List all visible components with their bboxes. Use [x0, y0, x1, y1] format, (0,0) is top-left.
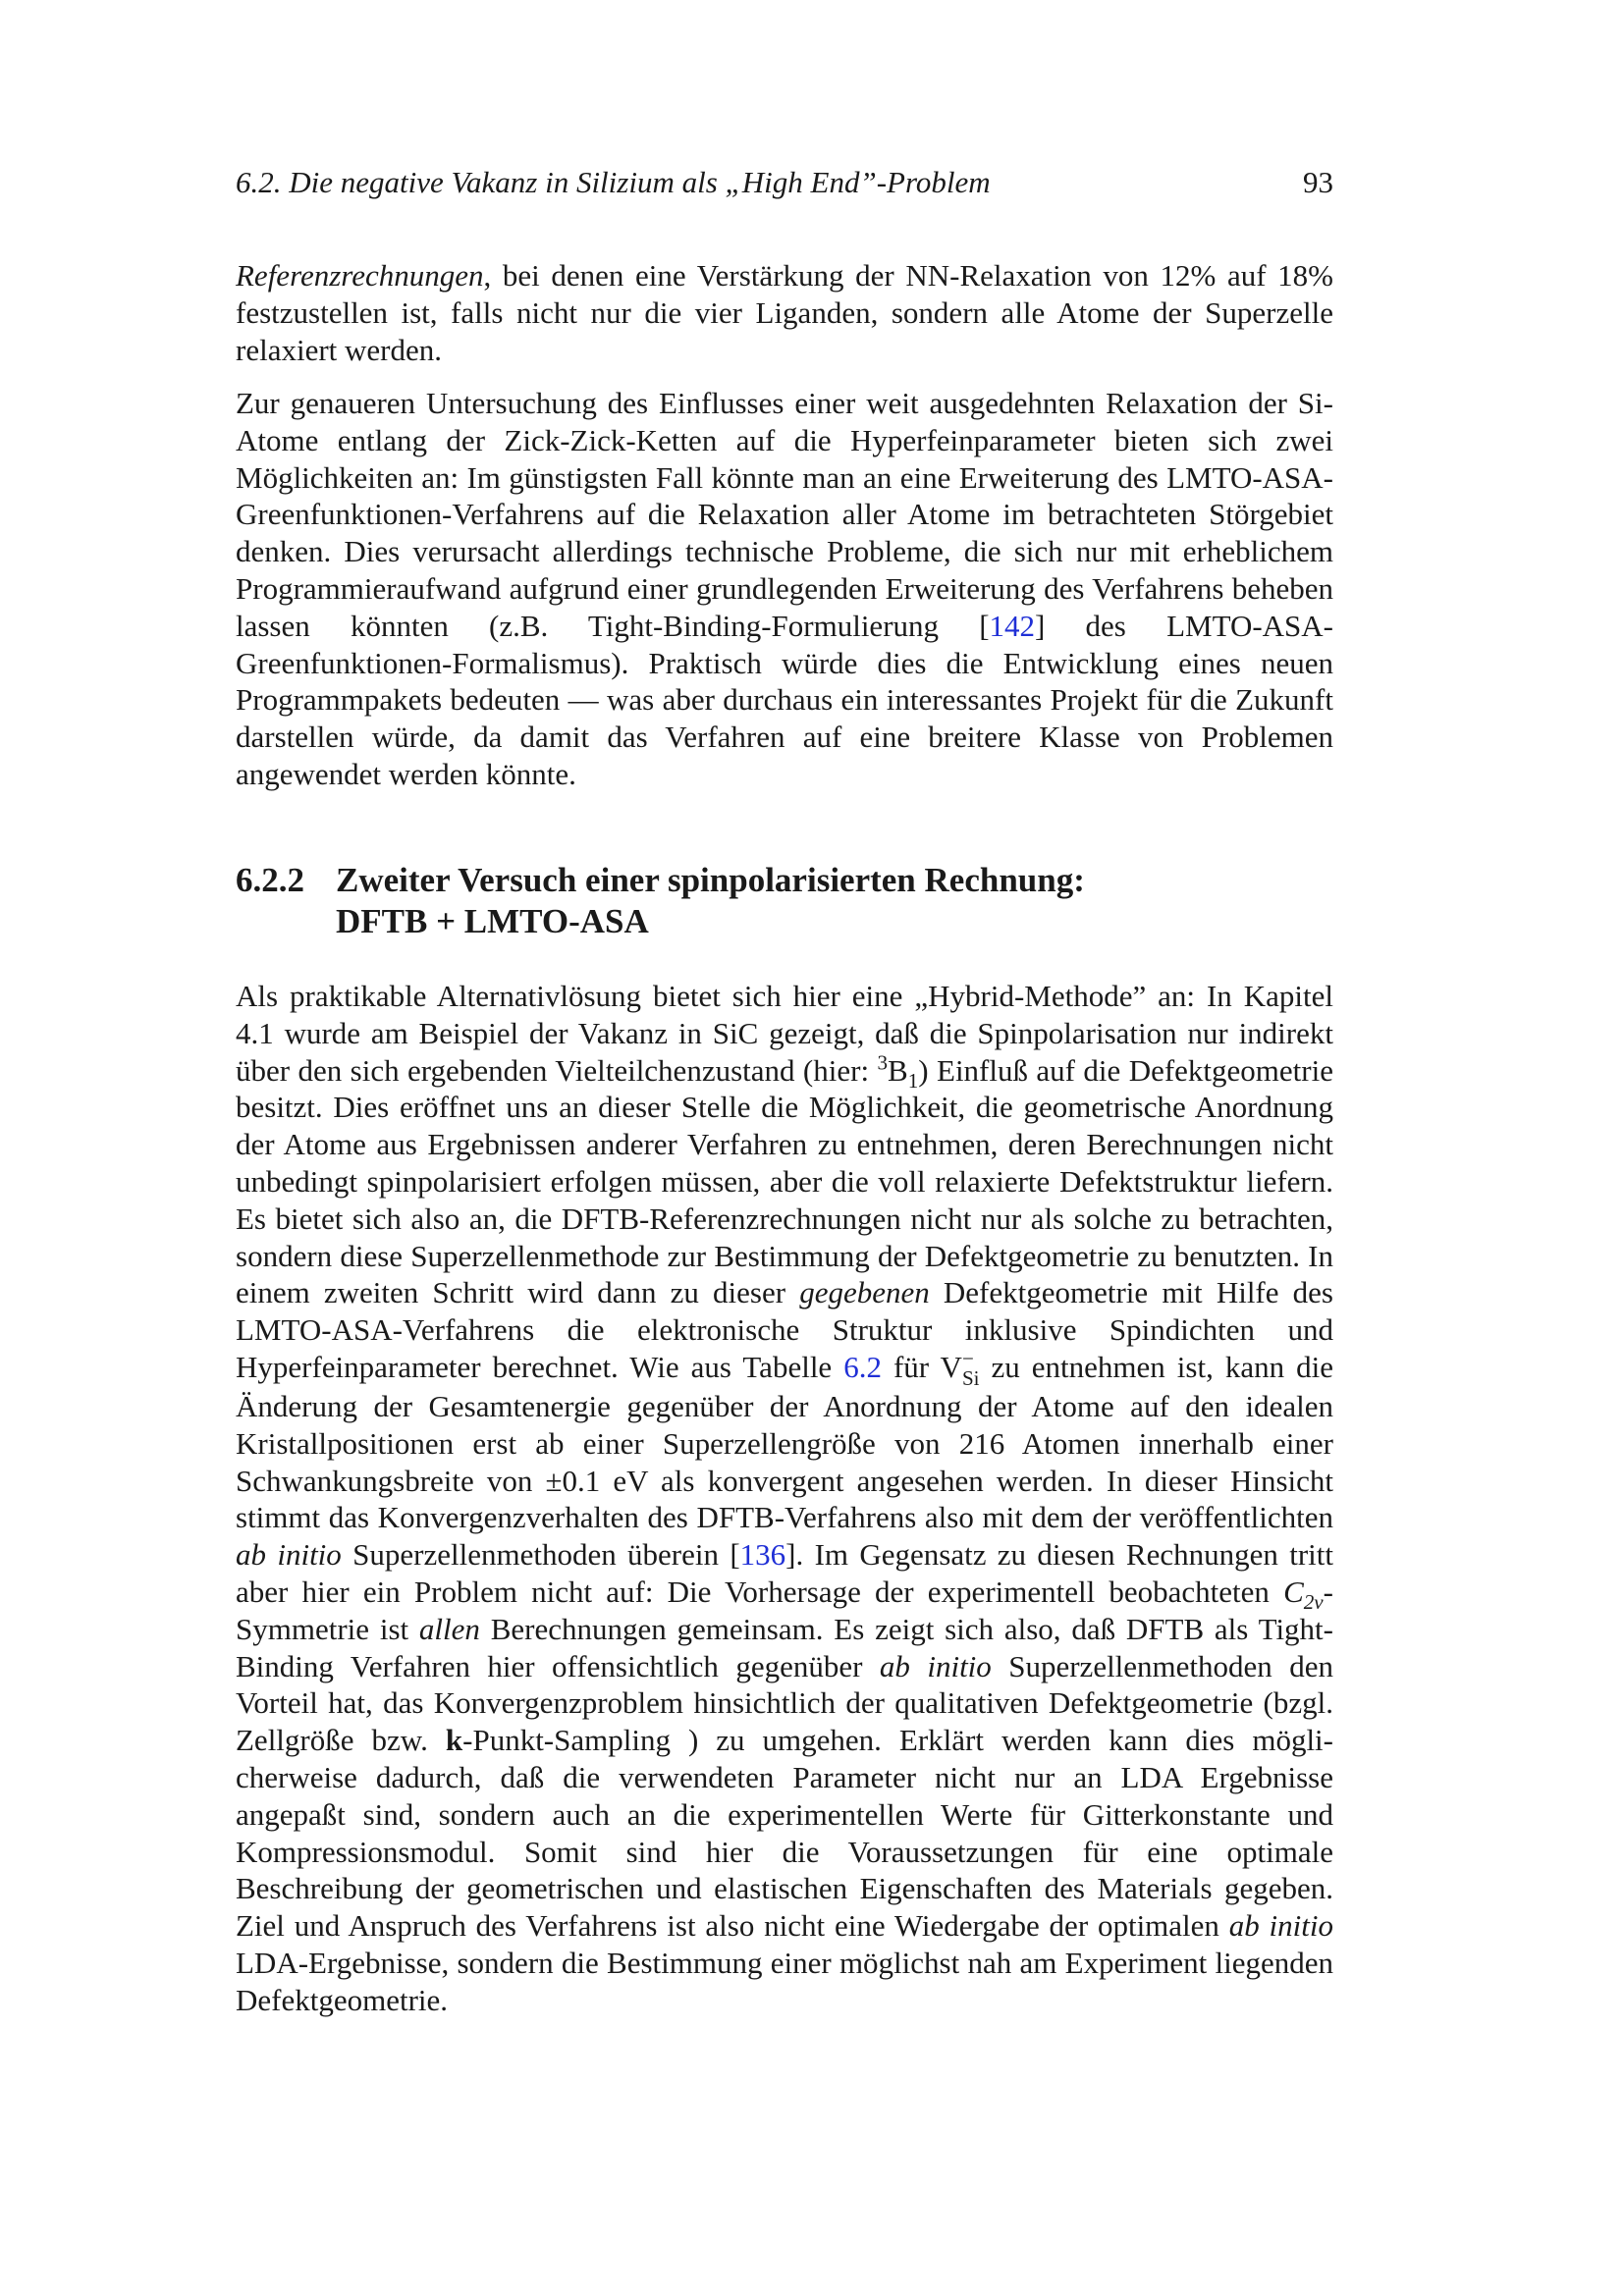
citation-link-136[interactable]: 136 [739, 1537, 786, 1573]
paragraph-text: für V [881, 1350, 962, 1384]
paragraph-text: zu entnehmen ist, kann die Änderung der Gesamtenergie gegenüber der Anordnung der Atome auf den idealen Kristallpositionen erst ab einer Superzellengröße von 216 Atomen innerhalb einer Schwankungsbreite von ±0.1 eV als konvergent angesehen werden. In dieser Hinsicht stimmt das Konvergenzverhalten des DFTB-Verfahrens also mit dem der veröffentlichten [236, 1350, 1333, 1535]
paragraph-1 [236, 257, 1333, 368]
paragraph-text: ]. Im Gegensatz zu diesen Rechnungen tritt aber hier ein Problem nicht auf: Die Vorhersage der experimentell beobachteten [236, 1537, 1334, 1610]
paragraph-text: Berechnungen gemeinsam. Es zeigt sich also, daß DFTB als Tight-Binding Verfahren hier offensichtlich gegenüber [236, 1611, 1333, 1683]
paragraph-text: LDA-Ergebnisse, sondern die Bestimmung einer möglichst nah am Experiment liegenden Defektgeometrie. [236, 1945, 1333, 2017]
state-superscript: 3 [877, 1050, 889, 1075]
paragraph-text: Superzellenmethoden den Vorteil hat, das Konvergenzproblem hinsichtlich der qualitativen Defektgeometrie (bzgl. Zellgröße bzw. [236, 1648, 1333, 1758]
symmetry-subscript: 2v [1303, 1590, 1324, 1615]
table-link-6-2[interactable]: 6.2 [843, 1350, 882, 1384]
vacancy-charge: − [961, 1346, 974, 1370]
paragraph-text: Defektgeometrie mit Hilfe des LMTO-ASA-Verfahrens die elektronische Struktur inklusive Spindichten und Hyperfeinparameter berechnet. Wie aus Tabelle [236, 1275, 1333, 1384]
section-heading [236, 860, 1333, 942]
italic-term: Referenzrechnungen [236, 258, 484, 293]
italic-term: gegebenen [799, 1275, 930, 1310]
italic-term: allen [418, 1611, 480, 1646]
section-number: 6.2.2 [236, 861, 304, 899]
page-number: 93 [1303, 165, 1333, 199]
state-subscript: 1 [907, 1068, 919, 1093]
section-title-line-2: DFTB + LMTO-ASA [336, 902, 649, 940]
vacancy-site: Si [961, 1366, 980, 1390]
paragraph-3 [236, 978, 1333, 2019]
italic-term: ab initio [236, 1537, 342, 1573]
paragraph-text: -Punkt-Sampling ) zu umgehen. Erklärt werden kann dies möglicherweise dadurch, daß die verwendeten Parameter nicht nur an LDA Ergebnisse angepaßt sind, sondern auch an die experimentellen Werte für Gitterkonstante und Kompressionsmodul. Somit sind hier die Voraussetzungen für eine optimale Beschreibung der geometrischen und elastischen Eigenschaften des Materials gegeben. Ziel und Anspruch des Verfahrens ist also nicht eine Wiedergabe der optimalen [236, 1723, 1333, 1944]
page-header [236, 163, 1333, 202]
section-title-line-1: Zweiter Versuch einer spinpolarisierten Rechnung: [336, 861, 1085, 899]
symmetry-symbol: C [1283, 1575, 1304, 1610]
italic-term: ab initio [1228, 1908, 1333, 1944]
paragraph-text: Als praktikable Alternativlösung bietet sich hier eine „Hybrid-Methode” an: In Kapitel 4.1 wurde am Beispiel der Vakanz in SiC gezeigt, daß die Spinpolarisation nur indirekt über den sich ergebenden Vielteilchenzustand (hier: [236, 979, 1333, 1088]
state-symbol: B [888, 1052, 908, 1088]
paragraph-text: Superzellenmethoden überein [ [341, 1537, 740, 1573]
paragraph-text: ] des LMTO-ASA-Greenfunktionen-Formalismus). Praktisch würde dies die Entwicklung eines neuen Programmpakets bedeuten — was aber durchaus ein interessantes Projekt für die Zukunft darstellen würde, da damit das Verfahren auf eine breitere Klasse von Problemen angewendet werden könnte. [236, 608, 1333, 791]
bold-k: k [445, 1723, 463, 1758]
paragraph-text: Zur genaueren Untersuchung des Einflusses einer weit ausgedehnten Relaxation der Si-Atome entlang der Zick-Zick-Ketten auf die Hyperfeinparameter bieten sich zwei Möglichkeiten an: Im günstigsten Fall könnte man an eine Erweiterung des LMTO-ASA-Greenfunktionen-Verfahrens auf die Relaxation aller Atome im betrachteten Störgebiet denken. Dies verursacht allerdings technische Probleme, die sich nur mit erheblichem Programmieraufwand aufgrund einer grundlegenden Erweiterung des Verfahrens beheben lassen könnten (z.B. Tight-Binding-Formulierung [ [236, 386, 1333, 643]
italic-term: ab initio [879, 1648, 992, 1683]
paragraph-2 [236, 385, 1333, 793]
paragraph-text: , bei denen eine Verstärkung der NN-Relaxation von 12% auf 18% festzustellen ist, falls nicht nur die vier Liganden, sondern alle Atome der Superzelle relaxiert werden. [236, 258, 1333, 367]
vacancy-indices [961, 1346, 980, 1390]
paragraph-text: -Symmetrie ist [236, 1575, 1333, 1646]
citation-link-142[interactable]: 142 [989, 608, 1036, 643]
paragraph-text: ) Einfluß auf die Defektgeometrie besitzt. Dies eröffnet uns an dieser Stelle die Möglichkeit, die geometrische Anordnung der Atome aus Ergebnissen anderer Verfahren zu entnehmen, deren Berechnungen nicht unbedingt spinpolarisiert erfolgen müssen, aber die voll relaxierte Defektstruktur liefern. Es bietet sich also an, die DFTB-Referenzrechnungen nicht nur als solche zu betrachten, sondern diese Superzellenmethode zur Bestimmung der Defektgeometrie zu benutzten. In einem zweiten Schritt wird dann zu dieser [236, 1052, 1333, 1310]
running-title: 6.2. Die negative Vakanz in Silizium als „High End”-Problem [236, 165, 991, 199]
